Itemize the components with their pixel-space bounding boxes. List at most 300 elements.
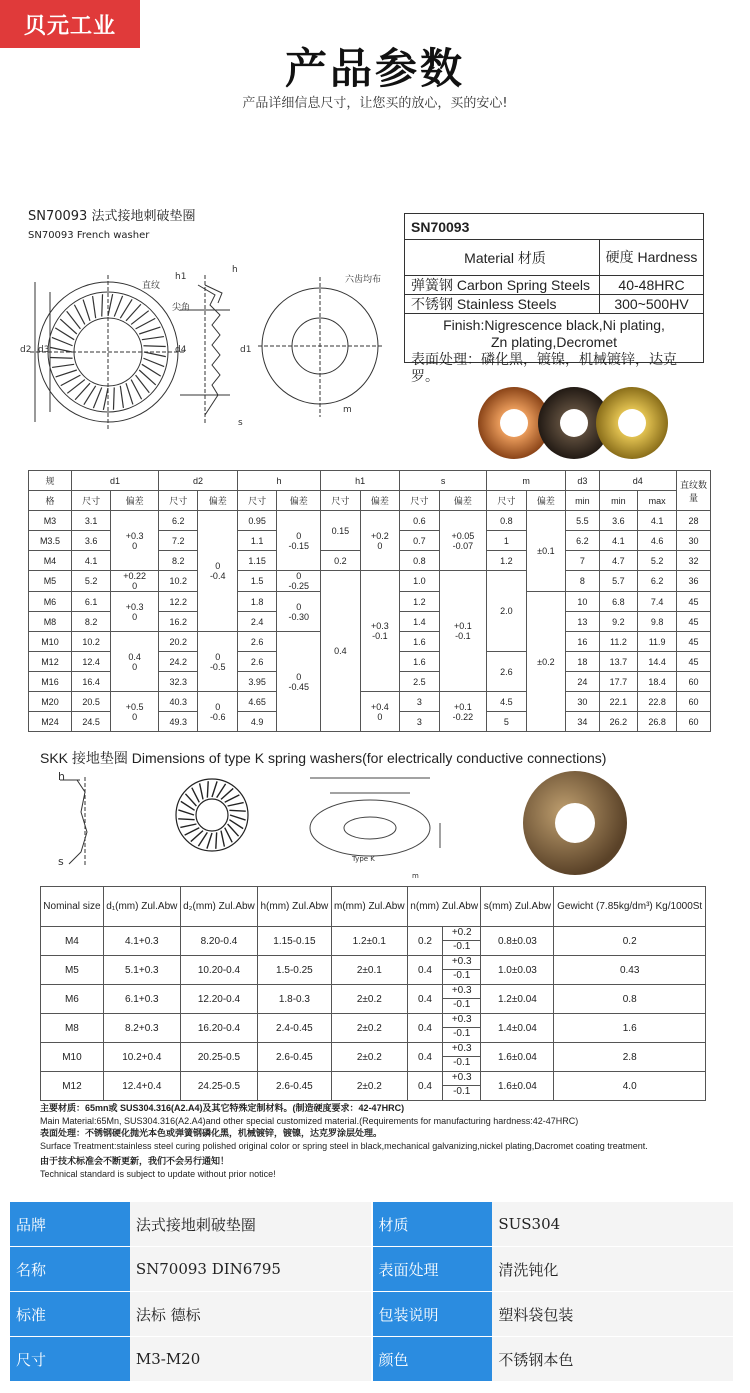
count-cell: 45 <box>677 652 711 672</box>
skk-m-cell: 2±0.2 <box>331 1014 407 1043</box>
info-key: 材质 <box>373 1202 493 1247</box>
d1-cell: 16.4 <box>71 672 110 692</box>
d3-cell: 6.2 <box>566 531 599 551</box>
tooth-line <box>120 386 123 408</box>
finish-line: 表面处理：磷化黑，镀镍，机械镀锌，达克罗。 <box>411 351 677 384</box>
tolerance-cell <box>487 652 526 692</box>
d4max-cell: 11.9 <box>638 632 677 652</box>
tolerance-value: -0.25 <box>288 581 310 591</box>
tooth-line <box>221 831 224 847</box>
tolerance-value: +0.4 <box>370 701 389 712</box>
tolerance-lower: -0.1 <box>453 970 471 981</box>
tooth-line <box>212 781 217 797</box>
tolerance-value: 2.6 <box>500 666 513 677</box>
tolerance-value: ±0.2 <box>537 656 555 667</box>
tolerance-cell <box>321 571 360 732</box>
s-cell: 1.2 <box>400 592 439 612</box>
d2-cell: 24.2 <box>159 652 198 672</box>
d4min-cell: 5.7 <box>599 571 638 592</box>
info-key: 颜色 <box>373 1337 493 1382</box>
skk-h-cell: 1.15-0.15 <box>258 927 332 956</box>
label-liuchi: 六齿均布 <box>345 275 382 285</box>
h-cell: 2.4 <box>237 612 276 632</box>
tolerance-upper: +0.3 <box>443 956 480 970</box>
table-row <box>29 511 711 531</box>
skk-d2-cell: 24.25-0.5 <box>180 1072 257 1101</box>
info-value: M3-M20 <box>130 1337 371 1382</box>
th-sub: 尺寸 <box>400 491 439 511</box>
info-key: 名称 <box>10 1247 130 1292</box>
d4min-cell: 9.2 <box>599 612 638 632</box>
material-name: 不锈钢 Stainless Steels <box>405 295 600 313</box>
d2-cell: 12.2 <box>159 592 198 612</box>
d3-cell: 8 <box>566 571 599 592</box>
tolerance-upper: +0.3 <box>443 1014 480 1028</box>
d3-cell: 13 <box>566 612 599 632</box>
tooth-line <box>102 294 103 316</box>
skk-w-cell: 2.8 <box>554 1043 706 1072</box>
tolerance-value: 4.5 <box>500 696 513 707</box>
tolerance-value: +0.3 <box>125 530 144 541</box>
d2-cell: 16.2 <box>159 612 198 632</box>
skk-size-cell: M12 <box>41 1072 104 1101</box>
tolerance-cell <box>321 551 360 571</box>
th-skk: m(mm) Zul.Abw <box>331 887 407 927</box>
skk-size-cell: M10 <box>41 1043 104 1072</box>
brand-logo: 贝元工业 <box>0 0 140 48</box>
tooth-line <box>108 294 113 316</box>
skk-w-cell: 4.0 <box>554 1072 706 1101</box>
tolerance-value: -0.07 <box>452 540 474 551</box>
d1-cell: 3.1 <box>71 511 110 531</box>
tooth-line <box>230 815 246 820</box>
tolerance-lower: -0.1 <box>453 1086 471 1097</box>
skk-n-tolerance-cell <box>442 985 480 1014</box>
d4max-cell: 4.1 <box>638 511 677 531</box>
count-cell: 45 <box>677 592 711 612</box>
th-s: s <box>400 471 487 491</box>
d2-cell: 8.2 <box>159 551 198 571</box>
d4min-cell: 6.8 <box>599 592 638 612</box>
d1-cell: 5.2 <box>71 571 110 592</box>
th-skk: n(mm) Zul.Abw <box>407 887 480 927</box>
count-cell: 30 <box>677 531 711 551</box>
d4min-cell: 22.1 <box>599 692 638 712</box>
d1-cell: 12.4 <box>71 652 110 672</box>
skk-m-cell: 2±0.1 <box>331 956 407 985</box>
count-cell: 60 <box>677 712 711 732</box>
tolerance-value: 0 <box>296 601 302 612</box>
tolerance-cell <box>198 511 237 632</box>
skk-n-tolerance-cell <box>442 1014 480 1043</box>
h-cell: 0.95 <box>237 511 276 531</box>
s-cell: 3 <box>400 692 439 712</box>
th-sub: 偏差 <box>526 491 565 511</box>
th-d4: d4 <box>599 471 676 491</box>
s-cell: 3 <box>400 712 439 732</box>
tooth-line <box>185 794 196 806</box>
label-jianjiao: 尖角 <box>172 303 191 313</box>
washer-photos <box>474 368 674 468</box>
skk-size-cell: M4 <box>41 927 104 956</box>
skk-size-cell: M8 <box>41 1014 104 1043</box>
tolerance-cell <box>277 592 321 632</box>
skk-h-cell: 1.8-0.3 <box>258 985 332 1014</box>
d1-cell: 20.5 <box>71 692 110 712</box>
info-value: 塑料袋包装 <box>492 1292 733 1337</box>
tolerance-value: 0 <box>296 671 302 682</box>
tolerance-cell <box>439 511 487 571</box>
th-d1: d1 <box>71 471 158 491</box>
h-cell: 4.9 <box>237 712 276 732</box>
skk-s-cell: 1.2±0.04 <box>481 985 554 1014</box>
th-sub: 尺寸 <box>237 491 276 511</box>
th-skk: Gewicht (7.85kg/dm³) Kg/1000St <box>554 887 706 927</box>
s-cell: 1.0 <box>400 571 439 592</box>
th-sub: 偏差 <box>360 491 399 511</box>
skk-label-h: h <box>58 770 65 783</box>
tooth-line <box>200 783 203 799</box>
count-cell: 60 <box>677 672 711 692</box>
th-skk: Nominal size <box>41 887 104 927</box>
info-row <box>10 1292 733 1337</box>
skk-d2-cell: 12.20-0.4 <box>180 985 257 1014</box>
tolerance-cell <box>487 551 526 571</box>
th-sub: max <box>638 491 677 511</box>
d1-cell: 10.2 <box>71 632 110 652</box>
tolerance-cell <box>487 511 526 531</box>
tolerance-value: -0.22 <box>452 711 474 722</box>
material-box <box>404 213 704 384</box>
th-d3: d3 <box>566 471 599 491</box>
skk-w-cell: 0.43 <box>554 956 706 985</box>
tooth-line <box>221 788 233 799</box>
d3-cell: 5.5 <box>566 511 599 531</box>
skk-s-cell: 1.4±0.04 <box>481 1014 554 1043</box>
tolerance-value: +0.1 <box>453 621 472 631</box>
tooth-line <box>191 831 203 842</box>
skk-front-drawing <box>172 775 252 855</box>
d4min-cell: 26.2 <box>599 712 638 732</box>
tooth-line <box>228 803 244 806</box>
info-value: SUS304 <box>492 1202 733 1247</box>
label-d4: d4 <box>175 345 187 355</box>
material-hardness: 300~500HV <box>614 295 689 312</box>
d2-cell: 49.3 <box>159 712 198 732</box>
tooth-line <box>52 364 74 367</box>
tolerance-cell <box>277 632 321 732</box>
skk-m-cell: 2±0.2 <box>331 1043 407 1072</box>
th-skk: d₂(mm) Zul.Abw <box>180 887 257 927</box>
d2-cell: 40.3 <box>159 692 198 712</box>
d2-cell: 6.2 <box>159 511 198 531</box>
d4max-cell: 18.4 <box>638 672 677 692</box>
tolerance-cell <box>277 511 321 571</box>
d3-cell: 18 <box>566 652 599 672</box>
size-cell: M8 <box>29 612 72 632</box>
label-d2: d2 <box>20 345 32 355</box>
th-sub: 尺寸 <box>71 491 110 511</box>
note-line: 表面处理：不锈钢硬化抛光本色或弹簧钢磷化黑，机械镀锌，镀镍，达克罗涂层处理。 <box>40 1128 383 1138</box>
d3-cell: 34 <box>566 712 599 732</box>
finish-line: Zn plating,Decromet <box>490 334 618 350</box>
skk-s-cell: 1.0±0.03 <box>481 956 554 985</box>
skk-d2-cell: 10.20-0.4 <box>180 956 257 985</box>
tooth-line <box>74 305 84 325</box>
table-row <box>41 927 706 956</box>
skk-photo <box>520 768 630 878</box>
tooth-line <box>178 810 194 815</box>
skk-d1-cell: 8.2+0.3 <box>103 1014 180 1043</box>
tooth-line <box>225 828 232 843</box>
skk-d2-cell: 16.20-0.4 <box>180 1014 257 1043</box>
th-sub: 尺寸 <box>487 491 526 511</box>
material-header-row <box>405 240 703 276</box>
label-h: h <box>232 265 238 275</box>
size-cell: M3 <box>29 511 72 531</box>
tolerance-cell <box>360 511 399 571</box>
note-line: 主要材质：65mn或 SUS304.316(A2.A4)及其它特殊定制材料。(制造硬度要求：42-47HRC) <box>40 1103 405 1113</box>
material-code: SN70093 <box>405 214 703 240</box>
tolerance-cell <box>111 571 159 592</box>
size-cell: M12 <box>29 652 72 672</box>
spec-table-sn70093 <box>28 470 711 732</box>
tolerance-value: 0 <box>215 561 221 571</box>
material-name: 弹簧钢 Carbon Spring Steels <box>405 276 600 294</box>
tolerance-upper: +0.2 <box>443 927 480 941</box>
washer-top-drawing <box>258 272 388 422</box>
h-cell: 2.6 <box>237 652 276 672</box>
tolerance-cell <box>487 531 526 551</box>
info-key: 表面处理 <box>373 1247 493 1292</box>
count-cell: 45 <box>677 612 711 632</box>
tolerance-value: 5 <box>503 716 509 727</box>
material-row <box>405 295 703 314</box>
info-value: 法式接地刺破垫圈 <box>130 1202 371 1247</box>
d4max-cell: 4.6 <box>638 531 677 551</box>
tooth-line <box>93 296 96 318</box>
section1-title-en: SN70093 French washer <box>28 230 150 241</box>
note-line: Surface Treatment:stainless steel curing polished original color or spring steel in black,mechanical galvanizing,nickel plating,Dacromet coating treatment. <box>40 1140 648 1151</box>
th-sub: 尺寸 <box>321 491 360 511</box>
th-sub: 偏差 <box>111 491 159 511</box>
section1-header <box>28 205 195 241</box>
tolerance-value: 0.4 <box>128 651 141 662</box>
tolerance-cell <box>526 511 565 592</box>
skk-s-cell: 1.6±0.04 <box>481 1072 554 1101</box>
tooth-line <box>83 300 90 321</box>
tooth-line <box>103 388 108 410</box>
tolerance-cell <box>198 632 237 692</box>
tooth-line <box>114 296 122 317</box>
size-cell: M24 <box>29 712 72 732</box>
h-cell: 2.6 <box>237 632 276 652</box>
size-cell: M4 <box>29 551 72 571</box>
tolerance-upper: +0.3 <box>443 1072 480 1086</box>
s-cell: 1.6 <box>400 652 439 672</box>
tolerance-value: 0 <box>132 711 138 722</box>
table-row <box>41 1014 706 1043</box>
tolerance-value: 1.2 <box>500 555 513 566</box>
tolerance-value: +0.22 <box>123 571 147 581</box>
size-cell: M20 <box>29 692 72 712</box>
h-cell: 1.1 <box>237 531 276 551</box>
tolerance-cell <box>487 712 526 732</box>
tooth-line <box>56 370 77 377</box>
h-cell: 1.5 <box>237 571 276 592</box>
tolerance-value: +0.3 <box>370 621 389 631</box>
d3-cell: 30 <box>566 692 599 712</box>
th-d2: d2 <box>159 471 238 491</box>
note-line: 由于技术标准会不断更新，我们不会另行通知！ <box>40 1156 230 1166</box>
tolerance-value: -0.1 <box>372 631 388 641</box>
skk-s-cell: 0.8±0.03 <box>481 927 554 956</box>
table-row <box>41 1072 706 1101</box>
d1-cell: 24.5 <box>71 712 110 732</box>
d1-cell: 8.2 <box>71 612 110 632</box>
table-row <box>41 1043 706 1072</box>
finish-line: Finish:Nigrescence black,Ni plating, <box>443 317 665 333</box>
th-sub: 偏差 <box>277 491 321 511</box>
th-skk: d₁(mm) Zul.Abw <box>103 887 180 927</box>
tolerance-value: 2.0 <box>500 606 513 616</box>
skk-d1-cell: 10.2+0.4 <box>103 1043 180 1072</box>
tooth-line <box>229 810 245 811</box>
info-row <box>10 1337 733 1382</box>
table-row <box>41 956 706 985</box>
tolerance-lower: -0.1 <box>453 1057 471 1068</box>
size-cell: M16 <box>29 672 72 692</box>
s-cell: 1.6 <box>400 632 439 652</box>
tolerance-value: -0.15 <box>288 540 310 551</box>
tolerance-value: 0.15 <box>331 525 350 536</box>
h-cell: 3.95 <box>237 672 276 692</box>
s-cell: 1.4 <box>400 612 439 632</box>
tolerance-cell <box>526 592 565 732</box>
page-title: 产品参数 <box>284 44 465 93</box>
d1-cell: 4.1 <box>71 551 110 571</box>
count-cell: 45 <box>677 632 711 652</box>
info-value: 法标 德标 <box>130 1292 371 1337</box>
tolerance-value: 0 <box>132 611 138 622</box>
tolerance-cell <box>111 511 159 571</box>
d4min-cell: 13.7 <box>599 652 638 672</box>
skk-m-cell: 2±0.2 <box>331 1072 407 1101</box>
info-value: 清洗钝化 <box>492 1247 733 1292</box>
tooth-line <box>50 347 72 352</box>
skk-n-cell: 0.2 <box>407 927 442 956</box>
tolerance-value: 0 <box>132 540 138 551</box>
h-cell: 1.8 <box>237 592 276 612</box>
table-row <box>29 692 711 712</box>
skk-n-tolerance-cell <box>442 1072 480 1101</box>
tolerance-value: -0.45 <box>288 681 310 692</box>
tolerance-value: ±0.1 <box>537 546 555 556</box>
count-cell: 36 <box>677 571 711 592</box>
count-cell: 32 <box>677 551 711 571</box>
tolerance-value: -0.4 <box>209 571 226 581</box>
skk-d2-cell: 8.20-0.4 <box>180 927 257 956</box>
d4min-cell: 4.1 <box>599 531 638 551</box>
skk-h-cell: 1.5-0.25 <box>258 956 332 985</box>
info-value: 不锈钢本色 <box>492 1337 733 1382</box>
tolerance-cell <box>360 692 399 732</box>
tooth-line <box>143 346 165 347</box>
product-info-grid <box>10 1202 733 1382</box>
tooth-line <box>61 375 81 385</box>
info-key: 标准 <box>10 1292 130 1337</box>
note-line: Main Material:65Mn, SUS304.316(A2.A4)and other special customized material.(Requirements for manufacturing hardness:42-47HRC) <box>40 1115 579 1126</box>
skk-n-tolerance-cell <box>442 927 480 956</box>
notes <box>40 1102 648 1180</box>
skk-w-cell: 1.6 <box>554 1014 706 1043</box>
tooth-line <box>216 832 217 848</box>
th-sub: 格 <box>29 491 72 511</box>
skk-section-drawing <box>55 772 115 872</box>
count-cell: 28 <box>677 511 711 531</box>
d4max-cell: 6.2 <box>638 571 677 592</box>
tooth-line <box>178 819 194 820</box>
label-m: m <box>343 405 352 415</box>
th-skk: s(mm) Zul.Abw <box>481 887 554 927</box>
th-size: 规 <box>29 471 72 491</box>
th-skk: h(mm) Zul.Abw <box>258 887 332 927</box>
tooth-line <box>207 781 208 797</box>
tooth-line <box>93 387 101 408</box>
s-cell: 0.8 <box>400 551 439 571</box>
skk-d1-cell: 12.4+0.4 <box>103 1072 180 1101</box>
skk-title: SKK 接地垫圈 Dimensions of type K spring washers(for electrically conductive connections) <box>40 750 607 766</box>
tolerance-cell <box>111 632 159 692</box>
tolerance-value: +0.2 <box>370 530 389 541</box>
d4min-cell: 4.7 <box>599 551 638 571</box>
tolerance-upper: +0.3 <box>443 1043 480 1057</box>
th-sub: 尺寸 <box>159 491 198 511</box>
table-row <box>29 571 711 592</box>
tolerance-cell <box>277 571 321 592</box>
d4max-cell: 26.8 <box>638 712 677 732</box>
skk-h-cell: 2.6-0.45 <box>258 1043 332 1072</box>
tolerance-value: 0 <box>377 540 383 551</box>
d2-cell: 32.3 <box>159 672 198 692</box>
skk-size-cell: M5 <box>41 956 104 985</box>
count-cell: 60 <box>677 692 711 712</box>
skk-h-cell: 2.6-0.45 <box>258 1072 332 1101</box>
size-cell: M6 <box>29 592 72 612</box>
tolerance-value: 0 <box>296 571 302 581</box>
label-s: s <box>238 418 243 428</box>
d4max-cell: 22.8 <box>638 692 677 712</box>
info-value: SN70093 DIN6795 <box>130 1247 371 1292</box>
tolerance-lower: -0.1 <box>453 999 471 1010</box>
tolerance-value: 0.4 <box>334 646 347 656</box>
tolerance-value: -0.6 <box>209 711 226 722</box>
section1-title-cn: SN70093 法式接地刺破垫圈 <box>28 209 196 224</box>
skk-s-cell: 1.6±0.04 <box>481 1043 554 1072</box>
tooth-line <box>50 357 72 358</box>
s-cell: 2.5 <box>400 672 439 692</box>
tolerance-value: +0.3 <box>125 601 144 612</box>
d4min-cell: 17.7 <box>599 672 638 692</box>
d4min-cell: 3.6 <box>599 511 638 531</box>
h-cell: 1.15 <box>237 551 276 571</box>
label-h1: h1 <box>175 272 187 282</box>
material-row <box>405 276 703 295</box>
table-row <box>41 985 706 1014</box>
th-count: 直纹数量 <box>677 471 711 511</box>
label-zhiwen: 直纹 <box>142 281 161 291</box>
skk-n-tolerance-cell <box>442 1043 480 1072</box>
